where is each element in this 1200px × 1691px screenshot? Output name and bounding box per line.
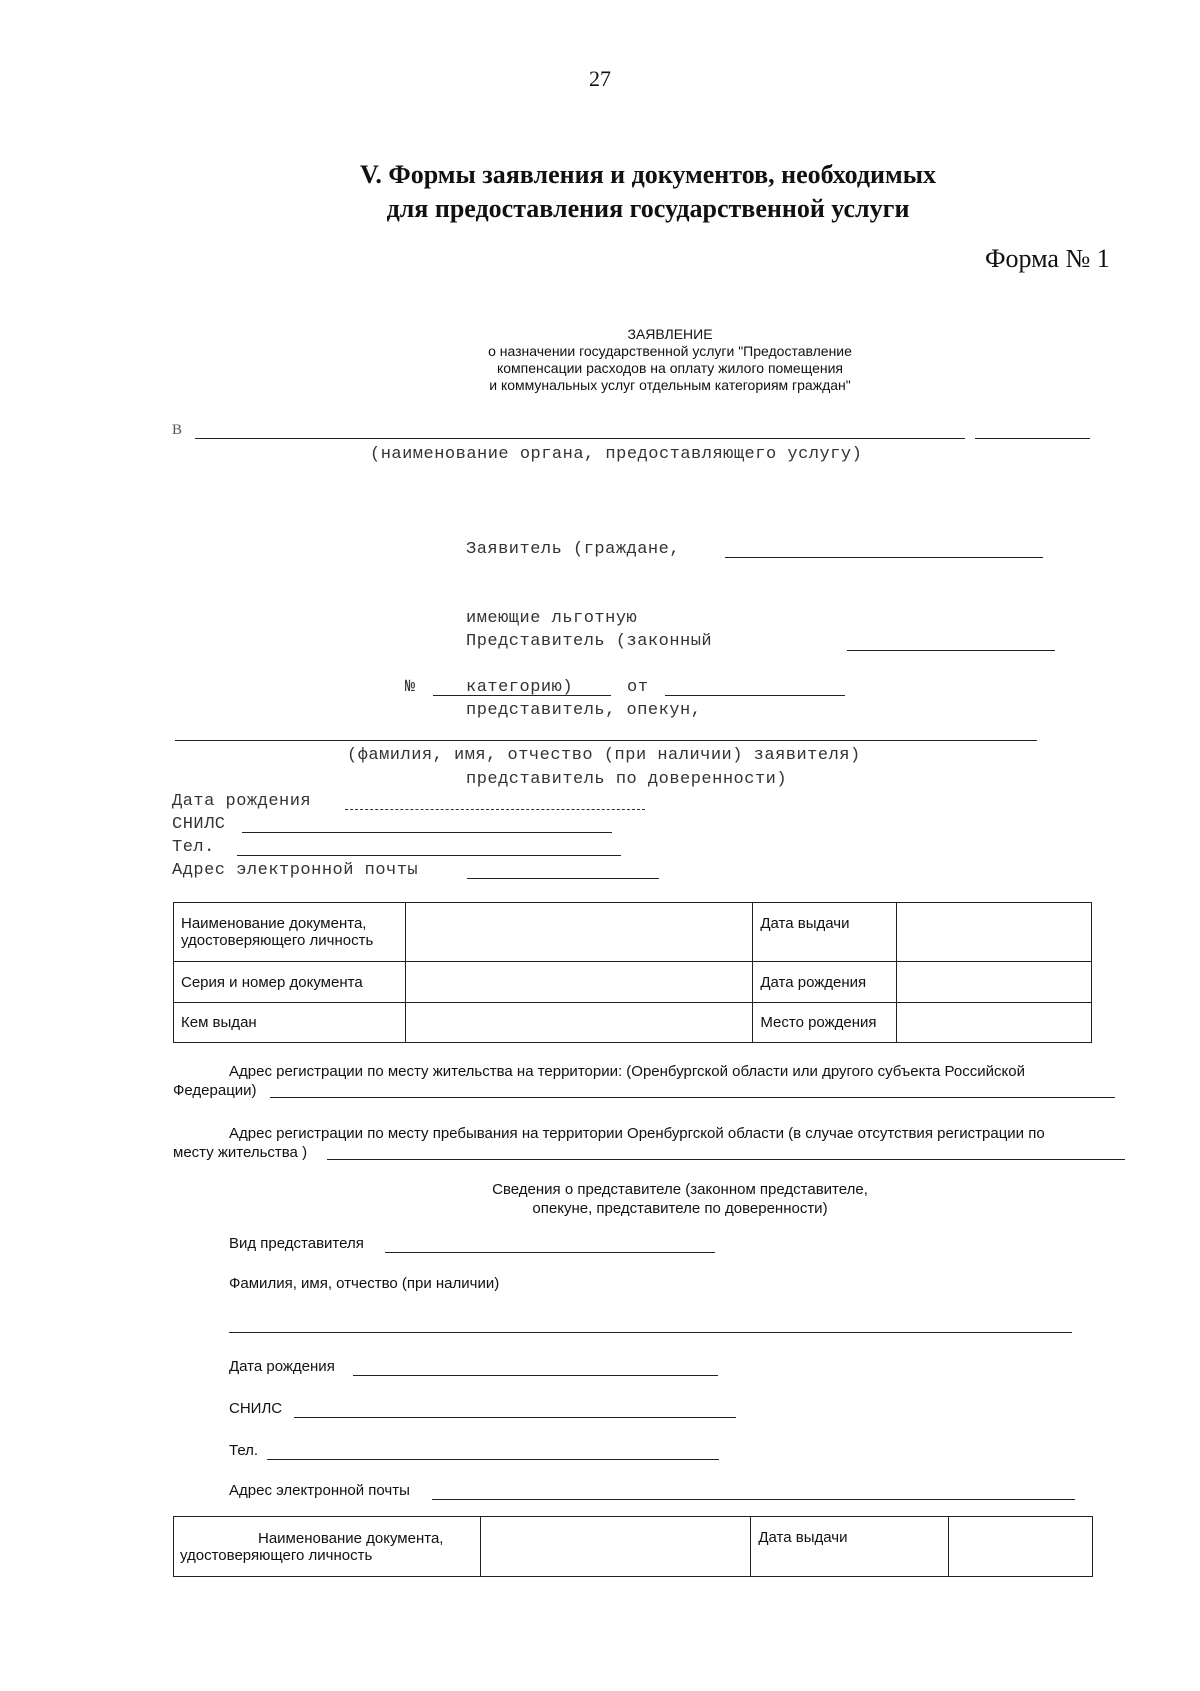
applicant-phone-field[interactable] [237,855,621,856]
section-title-line-1: V. Формы заявления и документов, необходимых [359,160,937,189]
table-row [174,962,1092,1003]
recipient-caption: (наименование органа, предоставляющего услугу) [370,445,863,464]
stay-address-line-2: месту жительства ) [173,1144,308,1161]
applicant-phone-label: Тел. [172,838,215,857]
applicant-label-line-3: категорию) [466,678,574,697]
representative-info-title-line-1: Сведения о представителе (законном представителе, [492,1181,868,1198]
applicant-snils-field[interactable] [242,832,612,833]
identity-doc-name-value[interactable] [405,903,753,962]
page-number: 27 [589,66,611,91]
representative-phone-field[interactable] [267,1459,719,1460]
representative-label-line-1: Представитель (законный [466,632,713,651]
table-row [174,903,1092,962]
identity-doc-name-label: Наименование документа, удостоверяющего личность [174,903,406,962]
section-title-line-2: для предоставления государственной услуги [386,194,910,223]
identity-document-table [173,902,1092,1043]
stay-address [173,1124,1128,1162]
representative-snils-label: СНИЛС [229,1400,283,1417]
rep-doc-name-label [174,1517,481,1577]
representative-type-field[interactable] [385,1252,715,1253]
from-date-field-line[interactable] [665,695,845,696]
statement-subtitle-line-1: о назначении государственной услуги "Предоставление [488,343,852,359]
form-number: Форма № 1 [985,244,1110,273]
table-row [174,1517,1093,1577]
representative-info-title-line-2: опекуне, представителе по доверенности) [532,1200,828,1217]
issued-by-label: Кем выдан [174,1003,406,1043]
rep-doc-name-text: Наименование документа, удостоверяющего личность [180,1529,444,1564]
registration-address-line-1: Адрес регистрации по месту жительства на территории: (Оренбургской области или другого субъекта Российской [229,1063,1025,1080]
stay-address-line-1: Адрес регистрации по месту пребывания на территории Оренбургской области (в случае отсутствия регистрации по [229,1125,1045,1142]
issued-by-value[interactable] [405,1003,753,1043]
statement-title: ЗАЯВЛЕНИЕ [627,326,713,342]
representative-info-title [430,1180,930,1218]
rep-doc-name-value[interactable] [480,1517,751,1577]
registration-address-line-2: Федерации) [173,1082,257,1099]
representative-email-field[interactable] [432,1499,1075,1500]
applicant-birth-date-field[interactable] [345,809,645,810]
representative-label [466,584,787,814]
series-number-value[interactable] [405,962,753,1003]
birth-date-value[interactable] [897,962,1092,1003]
statement-heading [360,326,980,394]
applicant-label-line-1: Заявитель (граждане, [466,540,681,559]
representative-label-line-2: представитель, опекун, [466,701,702,720]
registration-address-field[interactable] [270,1097,1115,1098]
representative-field-line[interactable] [847,650,1055,651]
from-label: от [627,678,649,697]
applicant-email-field[interactable] [467,878,659,879]
stay-address-field[interactable] [327,1159,1125,1160]
applicant-snils-label: СНИЛС [172,815,226,834]
applicant-name-caption: (фамилия, имя, отчество (при наличии) заявителя) [347,746,861,765]
number-field-line[interactable] [433,695,611,696]
section-title [48,158,1200,226]
series-number-label: Серия и номер документа [174,962,406,1003]
representative-label-line-3: представитель по доверенности) [466,770,788,789]
representative-birth-date-label: Дата рождения [229,1358,335,1375]
representative-snils-field[interactable] [294,1417,736,1418]
recipient-prefix: В [172,422,183,438]
recipient-field-line[interactable] [195,438,965,439]
representative-name-label: Фамилия, имя, отчество (при наличии) [229,1275,500,1292]
representative-phone-label: Тел. [229,1442,259,1459]
issue-date-label: Дата выдачи [753,903,897,962]
rep-issue-date-value[interactable] [949,1517,1093,1577]
recipient-field-line-extra[interactable] [975,438,1090,439]
birth-place-value[interactable] [897,1003,1092,1043]
representative-email-label: Адрес электронной почты [229,1482,410,1499]
representative-birth-date-field[interactable] [353,1375,718,1376]
statement-subtitle-line-3: и коммунальных услуг отдельным категориям граждан" [489,377,851,393]
rep-issue-date-label: Дата выдачи [751,1517,949,1577]
applicant-email-label: Адрес электронной почты [172,861,419,880]
birth-place-label: Место рождения [753,1003,897,1043]
representative-type-label: Вид представителя [229,1235,364,1252]
representative-document-table [173,1516,1093,1577]
applicant-field-line[interactable] [725,557,1043,558]
birth-date-label: Дата рождения [753,962,897,1003]
applicant-label-line-2: имеющие льготную [466,609,638,628]
applicant-birth-date-label: Дата рождения [172,792,312,811]
registration-address [173,1062,1128,1100]
applicant-name-field-line[interactable] [175,740,1037,741]
representative-name-field[interactable] [229,1332,1072,1333]
issue-date-value[interactable] [897,903,1092,962]
number-label: № [405,678,416,697]
statement-subtitle-line-2: компенсации расходов на оплату жилого помещения [496,360,843,376]
table-row [174,1003,1092,1043]
